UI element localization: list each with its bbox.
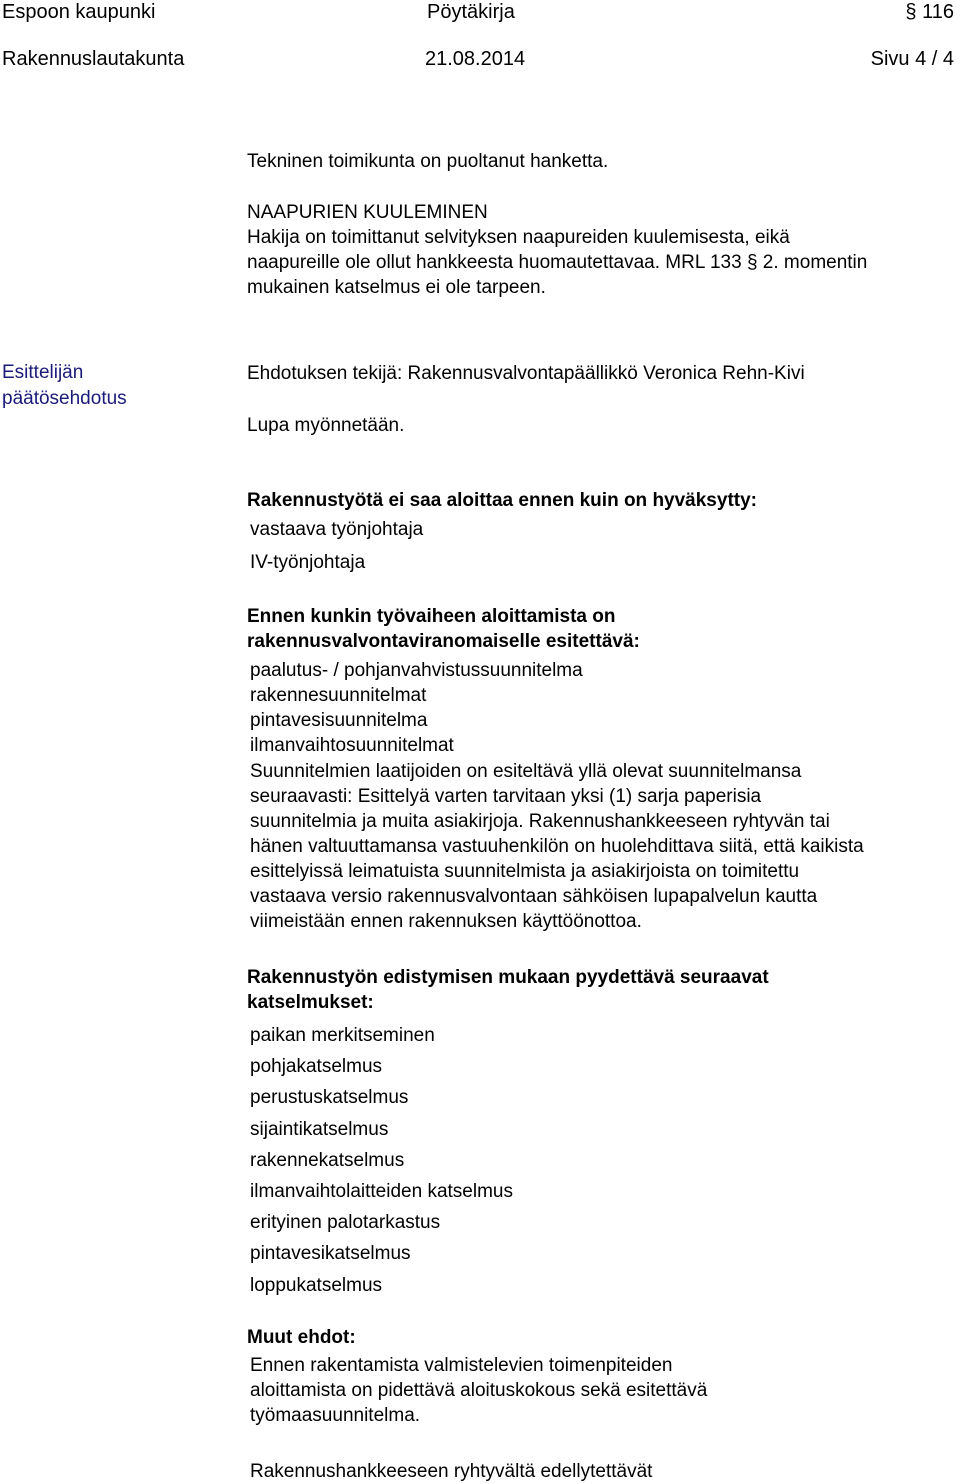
foremen-heading: Rakennustyötä ei saa aloittaa ennen kuin on hyväksytty: (247, 490, 757, 511)
hearing-line: mukainen katselmus ei ole tarpeen. (247, 277, 546, 298)
plans-note: Suunnitelmien laatijoiden on esiteltävä yllä olevat suunnitelmansa seuraavasti: Esittelyä varten tarvitaan yksi (1) sarja paperisia suunnitelmia ja muita asiakirjoja. Rakennushankkeeseen ryhtyvän tai hänen valtuuttamansa vastuuhenkilön on huolehdittava siitä, että kaikista esittelyissä leimatuista suunnitelmista ja asiakirjoista on toimitettu vastaava versio rakennusvalvontaan sähköisen lupapalvelun kautta viimeistään ennen rakennuksen käyttöönottoa. (250, 761, 864, 932)
committee-statement: Tekninen toimikunta on puoltanut hanketta. (247, 151, 609, 172)
inspection-item: pohjakatselmus (250, 1056, 383, 1078)
plan-item: pintavesisuunnitelma (250, 710, 428, 731)
inspections-heading: Rakennustyön edistymisen mukaan pyydettävä seuraavat katselmukset: (247, 967, 769, 1013)
decision-line: Lupa myönnetään. (247, 415, 405, 436)
plans-list (250, 658, 583, 758)
section-number: § 116 (905, 1, 954, 23)
inspection-item: paikan merkitseminen (250, 1025, 435, 1046)
organization-name: Espoon kaupunki (2, 1, 156, 23)
page-number: Sivu 4 / 4 (870, 48, 954, 70)
plan-item: ilmanvaihtosuunnitelmat (250, 735, 454, 756)
neighbour-hearing-block (247, 200, 867, 300)
proposal-side-label: Esittelijän päätösehdotus (2, 362, 127, 409)
inspections-list (250, 1020, 513, 1301)
foreman-item: vastaava työnjohtaja (250, 519, 424, 540)
plan-item: paalutus- / pohjanvahvistussuunnitelma (250, 660, 583, 681)
hearing-line: naapureille ole ollut hankkeesta huomautettavaa. MRL 133 § 2. momentin (247, 252, 868, 273)
other-conditions-last-line: Rakennushankkeeseen ryhtyvältä edellytettävät (250, 1461, 653, 1482)
inspection-item: perustuskatselmus (250, 1087, 409, 1109)
other-conditions-text: Ennen rakentamista valmistelevien toimenpiteiden aloittamista on pidettävä aloituskokous sekä esitettävä työmaasuunnitelma. (250, 1355, 708, 1426)
hearing-line: Hakija on toimittanut selvityksen naapureiden kuulemisesta, eikä (247, 227, 790, 248)
inspection-item: erityinen palotarkastus (250, 1212, 441, 1234)
board-name: Rakennuslautakunta (2, 48, 185, 70)
inspection-item: pintavesikatselmus (250, 1243, 411, 1265)
hearing-title: NAAPURIEN KUULEMINEN (247, 202, 488, 223)
plan-item: rakennesuunnitelmat (250, 685, 427, 706)
plans-heading: Ennen kunkin työvaiheen aloittamista on rakennusvalvontaviranomaiselle esitettävä: (247, 606, 640, 652)
inspection-item: ilmanvaihtolaitteiden katselmus (250, 1181, 513, 1203)
inspection-item: sijaintikatselmus (250, 1118, 389, 1140)
inspection-item: loppukatselmus (250, 1274, 383, 1296)
inspection-item: rakennekatselmus (250, 1149, 405, 1171)
other-conditions-heading: Muut ehdot: (247, 1327, 356, 1348)
document-type: Pöytäkirja (427, 1, 515, 23)
proposer-line: Ehdotuksen tekijä: Rakennusvalvontapäällikkö Veronica Rehn-Kivi (247, 363, 805, 384)
foreman-item: IV-työnjohtaja (250, 552, 366, 573)
meeting-date: 21.08.2014 (425, 48, 526, 70)
